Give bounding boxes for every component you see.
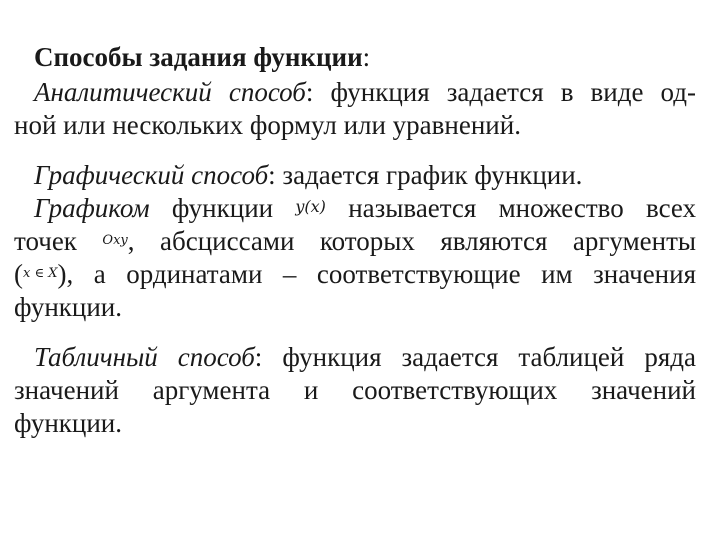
analytic-line-2: [14, 110, 696, 140]
graphic-line: [34, 160, 696, 190]
table-term: Табличный способ: [34, 342, 255, 372]
graph-def-line-4: [14, 292, 696, 322]
table-text-3: функции.: [14, 408, 122, 438]
analytic-colon: :: [305, 77, 314, 107]
graph-def-word-points: точек: [14, 226, 77, 256]
analytic-line-1: [34, 77, 696, 107]
title-colon: :: [362, 42, 371, 72]
graph-def-text-3: а ординатами – соответствующие им значения: [93, 259, 696, 289]
table-text-2: значений аргумента и соответствующих значений: [14, 375, 696, 405]
graph-def-text-1: называется множество всех: [348, 193, 697, 223]
graph-def-text-2a: ,: [127, 226, 135, 256]
analytic-text-2: ной или нескольких формул или уравнений.: [14, 110, 521, 140]
slide-title: [34, 42, 674, 72]
graphic-term: Графический способ: [34, 160, 269, 190]
formula-plane: Oxy: [102, 232, 128, 248]
graphic-text: : задается график функции.: [268, 160, 583, 190]
formula-y-of-x: y(x): [295, 196, 326, 216]
graph-def-term: Графиком: [34, 193, 150, 223]
graph-def-paren-open: (: [14, 259, 23, 289]
table-line-3: [14, 408, 696, 438]
graph-def-line-3: [14, 259, 696, 292]
table-line-2: [14, 375, 696, 405]
graph-def-text-4: функции.: [14, 292, 122, 322]
graph-def-line-1: [34, 193, 696, 226]
analytic-term: Аналитический способ: [34, 77, 306, 107]
table-colon: :: [254, 342, 263, 372]
analytic-text-1: функция задается в виде од-: [330, 77, 696, 107]
graph-def-text-2: абсциссами которых являются аргументы: [160, 226, 697, 256]
title-text: Способы задания функции: [34, 42, 363, 72]
table-text-1: функция задается таблицей ряда: [282, 342, 697, 372]
graph-def-word-function: функции: [171, 193, 274, 223]
graph-def-text-3a: ),: [57, 259, 74, 289]
graph-def-line-2: [14, 226, 696, 259]
table-line-1: [34, 342, 696, 372]
formula-domain: x ∈ X: [23, 265, 58, 281]
